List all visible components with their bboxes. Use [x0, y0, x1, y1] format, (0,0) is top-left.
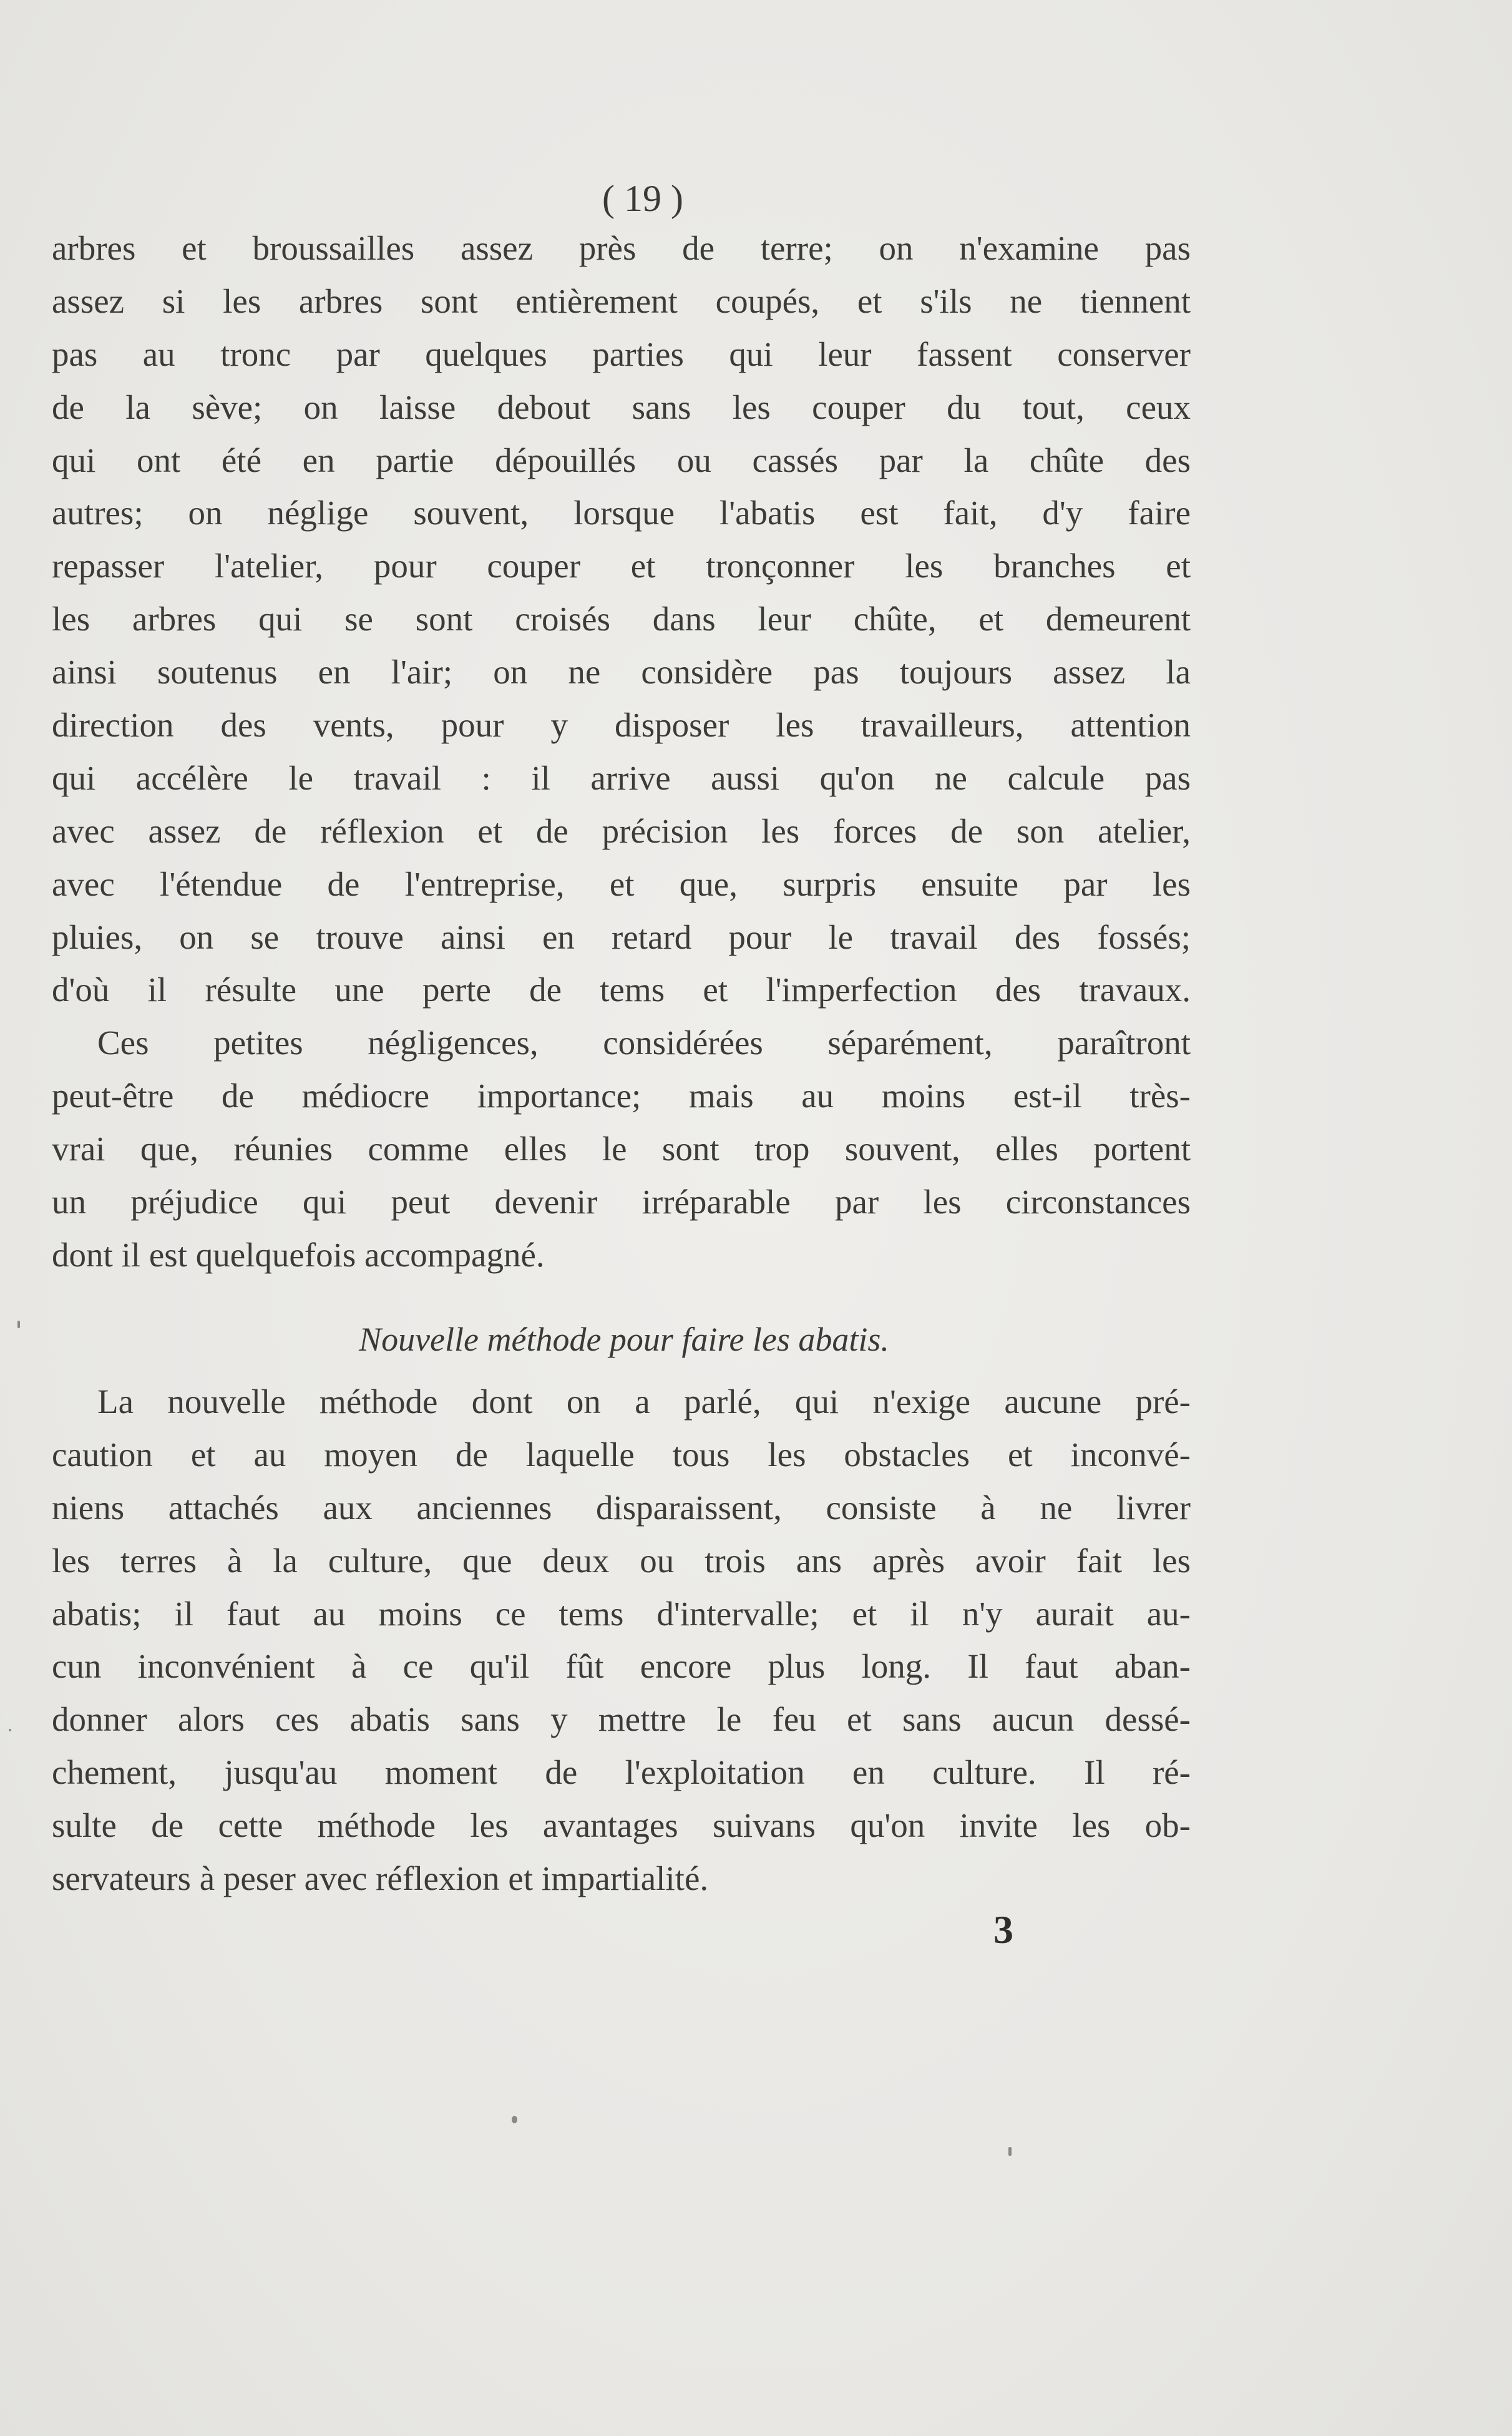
text-line: assez si les arbres sont entièrement coupés, et s'ils ne tiennent [52, 281, 1191, 320]
text-line: de la sève; on laisse debout sans les couper du tout, ceux [52, 388, 1191, 426]
body-text-top [52, 222, 1191, 1282]
text-line: ainsi soutenus en l'air; on ne considère pas toujours assez la [52, 653, 1191, 692]
text-line: les arbres qui se sont croisés dans leur chûte, et demeurent [52, 600, 1191, 638]
body-text-bottom [52, 1376, 1191, 1905]
paper-speck [9, 1729, 11, 1731]
text-line: donner alors ces abatis sans y mettre le feu et sans aucun dessé- [52, 1700, 1191, 1739]
text-line: vrai que, réunies comme elles le sont trop souvent, elles portent [52, 1130, 1191, 1168]
text-line: sulte de cette méthode les avantages suivans qu'on invite les ob- [52, 1806, 1191, 1845]
text-line: repasser l'atelier, pour couper et tronçonner les branches et [52, 547, 1191, 585]
text-line: avec l'étendue de l'entreprise, et que, surpris ensuite par les [52, 864, 1191, 903]
text-line: pas au tronc par quelques parties qui leur fassent conserver [52, 335, 1191, 373]
text-line: niens attachés aux anciennes disparaissent, consiste à ne livrer [52, 1488, 1191, 1527]
text-line: d'où il résulte une perte de tems et l'imperfection des travaux. [52, 971, 1191, 1009]
page-number: ( 19 ) [602, 178, 683, 219]
paper-speck [512, 2116, 517, 2123]
text-line: avec assez de réflexion et de précision les forces de son atelier, [52, 811, 1191, 850]
text-line: qui accélère le travail : il arrive aussi qu'on ne calcule pas [52, 758, 1191, 797]
text-line: les terres à la culture, que deux ou trois ans après avoir fait les [52, 1541, 1191, 1580]
text-line: La nouvelle méthode dont on a parlé, qui n'exige aucune pré- [97, 1382, 1191, 1421]
text-line: servateurs à peser avec réflexion et impartialité. [52, 1859, 709, 1898]
text-line: cun inconvénient à ce qu'il fût encore plus long. Il faut aban- [52, 1647, 1191, 1686]
text-line: qui ont été en partie dépouillés ou cassés par la chûte des [52, 441, 1191, 479]
text-line: direction des vents, pour y disposer les travailleurs, attention [52, 706, 1191, 745]
section-heading: Nouvelle méthode pour faire les abatis. [359, 1321, 889, 1358]
text-line: Ces petites négligences, considérées séparément, paraîtront [97, 1024, 1191, 1062]
signature-mark: 3 [993, 1907, 1013, 1952]
text-line: peut-être de médiocre importance; mais au moins est-il très- [52, 1077, 1191, 1115]
text-line: caution et au moyen de laquelle tous les obstacles et inconvé- [52, 1435, 1191, 1474]
text-line: un préjudice qui peut devenir irréparable par les circonstances [52, 1183, 1191, 1221]
text-line: dont il est quelquefois accompagné. [52, 1235, 545, 1274]
text-line: pluies, on se trouve ainsi en retard pour le travail des fossés; [52, 917, 1191, 956]
text-line: arbres et broussailles assez près de terre; on n'examine pas [52, 229, 1191, 267]
text-line: chement, jusqu'au moment de l'exploitation en culture. Il ré- [52, 1753, 1191, 1792]
text-line: abatis; il faut au moins ce tems d'intervalle; et il n'y aurait au- [52, 1594, 1191, 1633]
text-line: autres; on néglige souvent, lorsque l'abatis est fait, d'y faire [52, 494, 1191, 532]
paper-speck [1008, 2147, 1012, 2156]
paper-speck [17, 1321, 20, 1328]
